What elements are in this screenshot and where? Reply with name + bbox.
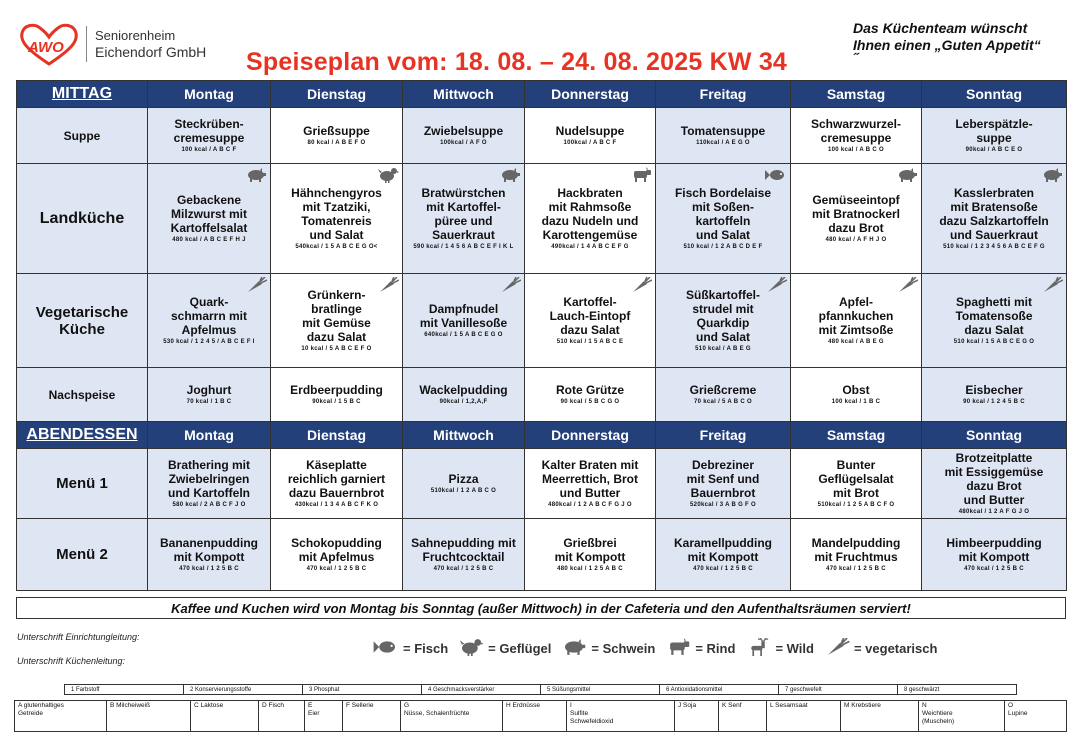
dish-cell (922, 274, 1067, 368)
day-header-donnerstag: Donnerstag (525, 81, 656, 108)
legend-item (824, 638, 937, 659)
additive-item: 5 Süßungsmittel (541, 685, 660, 694)
dish-info: 470 kcal / 1 2 5 B C (433, 566, 494, 572)
dish-info: 100 kcal / A B C O (828, 147, 884, 153)
dish-name: Bunter Geflügelsalat mit Brot (818, 458, 894, 500)
dish-info: 100kcal / A F O (440, 140, 487, 146)
legend-item (458, 638, 551, 659)
allergen-item: N Weichtiere (Muscheln) (919, 701, 1005, 731)
dish-cell (791, 274, 922, 368)
dish-cell (791, 519, 922, 591)
dish-cell (656, 108, 791, 164)
pig-icon (896, 167, 918, 183)
dish-cell (148, 274, 271, 368)
allergen-item: L Sesamsaat (767, 701, 841, 731)
allergen-item: F Sellerie (343, 701, 401, 731)
legend-label: = Rind (695, 641, 736, 656)
row-label: Suppe (17, 108, 148, 164)
header (0, 0, 1085, 80)
additive-item: 4 Geschmacksverstärker (422, 685, 541, 694)
dish-cell (525, 368, 656, 422)
dish-cell (656, 368, 791, 422)
chicken-icon (458, 638, 488, 659)
day-header-samstag: Samstag (791, 422, 922, 449)
dish-info: 510 kcal / 1 2 A B C D E F (683, 244, 763, 250)
dish-info: 540kcal / 1 5 A B C E G O< (295, 244, 378, 250)
allergen-item: C Laktose (191, 701, 259, 731)
dish-cell (525, 108, 656, 164)
dish-info: 590 kcal / 1 4 5 6 A B C E F I K L (413, 244, 514, 250)
dish-name: Leberspätzle- suppe (955, 117, 1033, 145)
legend-label: = Geflügel (488, 641, 552, 656)
dish-name: Pizza (448, 472, 479, 486)
additive-item: 1 Farbstoff (65, 685, 184, 694)
dish-name: Fisch Bordelaise mit Soßen- kartoffeln und Salat (674, 186, 772, 242)
abend-section-label: ABENDESSEN (17, 422, 148, 449)
allergen-item: I Sulfite Schwefeldioxid (567, 701, 675, 731)
day-header-sonntag: Sonntag (922, 81, 1067, 108)
dish-cell (271, 449, 403, 519)
dish-info: 480kcal / 1 2 A B C F G J O (548, 502, 632, 508)
dish-info: 510 kcal / 1 5 A B C E G O (953, 339, 1035, 345)
day-header-mittwoch: Mittwoch (403, 81, 525, 108)
dish-name: Bratwürstchen mit Kartoffel- püree und Sauerkraut (421, 186, 506, 242)
dish-name: Gemüseeintopf mit Bratnockerl dazu Brot (811, 193, 901, 235)
dish-cell (148, 519, 271, 591)
dish-name: Zwiebelsuppe (423, 124, 504, 138)
menu-row-nachspeise (17, 368, 1067, 422)
dish-cell (525, 274, 656, 368)
dish-cell (403, 108, 525, 164)
legend-label: = Fisch (403, 641, 449, 656)
cow-icon (665, 638, 695, 659)
dish-name: Grießcreme (689, 383, 757, 397)
dish-cell (148, 449, 271, 519)
dish-cell (148, 108, 271, 164)
dish-info: 430kcal / 1 3 4 A B C F K O (294, 502, 379, 508)
page-title: Speiseplan vom: 18. 08. – 24. 08. 2025 KW 34 (246, 48, 788, 76)
dish-info: 90kcal / 1 5 B C (312, 399, 361, 405)
logo-line2: Eichendorf GmbH (95, 44, 207, 60)
pig-icon (561, 638, 591, 659)
dish-info: 100 kcal / A B C F (181, 147, 237, 153)
cow-icon (630, 167, 652, 183)
dish-name: Karamellpudding mit Kompott (673, 536, 772, 564)
logo-brand: AWO (28, 39, 64, 56)
dish-info: 480 kcal / A B E G (828, 339, 884, 345)
carrot-icon (896, 277, 918, 293)
dish-cell (525, 164, 656, 274)
dish-info: 470 kcal / 1 2 5 B C (693, 566, 753, 572)
legend-item (745, 638, 814, 659)
dish-cell (791, 449, 922, 519)
dish-cell (525, 519, 656, 591)
day-header-montag: Montag (148, 422, 271, 449)
dish-name: Hähnchengyros mit Tzatziki, Tomatenreis und Salat (291, 186, 382, 242)
additive-item: 6 Antioxidationsmittel (660, 685, 779, 694)
dish-cell (922, 449, 1067, 519)
dish-name: Eisbecher (965, 383, 1023, 397)
dish-name: Spaghetti mit Tomatensoße dazu Salat (955, 295, 1033, 337)
legend-label: = vegetarisch (853, 641, 938, 656)
allergen-item: A glutenhaltiges Getreide (15, 701, 107, 731)
dish-name: Apfel- pfannkuchen mit Zimtsoße (818, 295, 894, 337)
dish-cell (271, 274, 403, 368)
coffee-notice: Kaffee und Kuchen wird von Montag bis Sonntag (außer Mittwoch) in der Cafeteria und den Aufenthaltsräumen serviert! (16, 597, 1066, 619)
dish-cell (656, 449, 791, 519)
carrot-icon (824, 638, 854, 659)
heart-logo-icon (18, 22, 80, 66)
dish-cell (656, 164, 791, 274)
dish-name: Brathering mit Zwiebelringen und Kartoffeln (167, 458, 250, 500)
dish-cell (403, 519, 525, 591)
dish-info: 580 kcal / 2 A B C F J O (172, 502, 246, 508)
dish-cell (271, 368, 403, 422)
allergen-item: O Lupine (1008, 702, 1028, 717)
additive-item: 2 Konservierungsstoffe (184, 685, 303, 694)
pig-icon (499, 167, 521, 183)
dish-info: 10 kcal / 5 A B C E F O (301, 346, 372, 352)
dish-info: 640kcal / 1 5 A B C E G O (424, 332, 503, 338)
day-header-dienstag: Dienstag (271, 422, 403, 449)
greeting-line2: Ihnen einen „Guten Appetit“ (853, 37, 1041, 53)
dish-cell (525, 449, 656, 519)
additive-item: 3 Phosphat (303, 685, 422, 694)
dish-name: Käseplatte reichlich garniert dazu Bauernbrot (287, 458, 386, 500)
abend-header-row (17, 422, 1067, 449)
dish-info: 510kcal / 1 2 A B C O (430, 488, 497, 494)
day-header-mittwoch: Mittwoch (403, 422, 525, 449)
logo-line1: Seniorenheim (95, 28, 176, 43)
dish-name: Debreziner mit Senf und Bauernbrot (686, 458, 760, 500)
dish-info: 530 kcal / 1 2 4 5 / A B C E F I (163, 339, 255, 345)
greeting (853, 20, 1041, 66)
allergen-item: D Fisch (259, 701, 305, 731)
dish-name: Mandelpudding mit Fruchtmus (811, 536, 901, 564)
dish-cell (403, 274, 525, 368)
dish-cell (403, 164, 525, 274)
dish-cell (148, 368, 271, 422)
carrot-icon (1041, 277, 1063, 293)
dish-info: 100 kcal / 1 B C (831, 399, 881, 405)
dish-name: Grießsuppe (303, 124, 370, 138)
additive-item: 8 geschwärzt (904, 687, 940, 693)
dish-name: Wackelpudding (419, 383, 508, 397)
dish-info: 510 kcal / A B E G (695, 346, 751, 352)
dish-cell (922, 108, 1067, 164)
dish-cell (791, 368, 922, 422)
dish-name: Obst (842, 383, 870, 397)
dish-info: 510 kcal / 1 2 3 4 5 6 A B C E F G (943, 244, 1045, 250)
greeting-line3: ˝ (853, 50, 858, 66)
dish-name: Nudelsuppe (555, 124, 625, 138)
allergen-item: J Soja (675, 701, 719, 731)
row-label: Menü 2 (17, 519, 148, 591)
dish-info: 480 kcal / A B C E F H J (172, 237, 246, 243)
dish-info: 480kcal / 1 2 A F G J O (958, 509, 1030, 515)
row-label: Nachspeise (17, 368, 148, 422)
dish-name: Süßkartoffel- strudel mit Quarkdip und Salat (685, 288, 760, 344)
dish-name: Schwarzwurzel- cremesuppe (810, 117, 902, 145)
dish-info: 80 kcal / A B E F O (307, 140, 366, 146)
carrot-icon (630, 277, 652, 293)
dish-cell (922, 164, 1067, 274)
day-header-donnerstag: Donnerstag (525, 422, 656, 449)
day-header-sonntag: Sonntag (922, 422, 1067, 449)
dish-cell (148, 164, 271, 274)
allergens-legend (14, 700, 1067, 732)
dish-name: Kasslerbraten mit Bratensoße dazu Salzkartoffeln und Sauerkraut (939, 186, 1049, 242)
dish-cell (922, 519, 1067, 591)
day-header-montag: Montag (148, 81, 271, 108)
day-header-dienstag: Dienstag (271, 81, 403, 108)
allergen-item: M Krebstiere (841, 701, 919, 731)
menu-row-landküche (17, 164, 1067, 274)
dish-name: Tomatensuppe (680, 124, 766, 138)
allergen-item: E Eier (305, 701, 343, 731)
legend-item (373, 638, 448, 659)
dish-info: 520kcal / 3 A B G F O (690, 502, 756, 508)
carrot-icon (377, 277, 399, 293)
deer-icon (745, 638, 775, 659)
dish-name: Joghurt (186, 383, 232, 397)
signature-kitchen-label: Unterschrift Küchenleitung: (17, 656, 126, 666)
dish-name: Rote Grütze (555, 383, 624, 397)
dish-name: Grießbrei mit Kompott (554, 536, 626, 564)
menu-row-vegetarische-küche (17, 274, 1067, 368)
dish-cell (271, 108, 403, 164)
menu-row-menü-1 (17, 449, 1067, 519)
dish-info: 90 kcal / 1 2 4 5 B C (963, 399, 1025, 405)
day-header-samstag: Samstag (791, 81, 922, 108)
dish-info: 480 kcal / A F H J O (825, 237, 887, 243)
dish-cell (791, 164, 922, 274)
dish-info: 110kcal / A E G O (696, 140, 750, 146)
dish-name: Gebackene Milzwurst mit Kartoffelsalat (170, 193, 248, 235)
dish-name: Steckrüben- cremesuppe (173, 117, 245, 145)
dish-info: 470 kcal / 1 2 5 B C (826, 566, 886, 572)
dish-info: 90kcal / 1,2,A,F (439, 399, 488, 405)
dish-cell (271, 164, 403, 274)
row-label: Vegetarische Küche (17, 274, 148, 368)
legend-item (561, 638, 655, 659)
allergen-item: K Senf (719, 701, 767, 731)
row-label: Landküche (17, 164, 148, 274)
dish-info: 90kcal / A B C E O (965, 147, 1023, 153)
dish-name: Kartoffel- Lauch-Eintopf dazu Salat (549, 295, 631, 337)
dish-info: 90 kcal / 5 B C G O (560, 399, 620, 405)
dish-cell (791, 108, 922, 164)
additives-legend (64, 684, 1017, 695)
dish-info: 470 kcal / 1 2 5 B C (179, 566, 239, 572)
row-label: Menü 1 (17, 449, 148, 519)
fish-icon (373, 638, 403, 659)
dish-cell (403, 449, 525, 519)
dish-info: 480 kcal / 1 2 5 A B C (557, 566, 623, 572)
carrot-icon (765, 277, 787, 293)
legend-label: = Schwein (591, 641, 656, 656)
chicken-icon (377, 167, 399, 183)
day-header-freitag: Freitag (656, 422, 791, 449)
logo-divider (86, 26, 87, 62)
logo-text (95, 28, 206, 60)
dish-cell (656, 519, 791, 591)
icon-legend (373, 638, 947, 659)
awo-logo (18, 22, 228, 66)
dish-name: Kalter Braten mit Meerrettich, Brot und Butter (541, 458, 639, 500)
menu-row-menü-2 (17, 519, 1067, 591)
additive-item: 7 geschwefelt (779, 685, 898, 694)
dish-info: 470 kcal / 1 2 5 B C (964, 566, 1024, 572)
dish-info: 70 kcal / 1 B C (186, 399, 232, 405)
dish-info: 100kcal / A B C F (563, 140, 617, 146)
carrot-icon (499, 277, 521, 293)
dish-name: Bananenpudding mit Kompott (160, 536, 258, 564)
pig-icon (1041, 167, 1063, 183)
dish-name: Himbeerpudding mit Kompott (946, 536, 1042, 564)
dish-cell (271, 519, 403, 591)
day-header-freitag: Freitag (656, 81, 791, 108)
dish-info: 470 kcal / 1 2 5 B C (306, 566, 367, 572)
dish-cell (922, 368, 1067, 422)
greeting-line1: Das Küchenteam wünscht (853, 20, 1028, 36)
menu-row-suppe (17, 108, 1067, 164)
dish-info: 510kcal / 1 2 5 A B C F O (817, 502, 895, 508)
allergen-item: G Nüsse, Schalenfrüchte (401, 701, 503, 731)
pig-icon (245, 167, 267, 183)
mittag-header-row (17, 81, 1067, 108)
legend-label: = Wild (775, 641, 814, 656)
dish-name: Sahnepudding mit Fruchtcocktail (411, 536, 516, 564)
allergen-item: B Milcheiweiß (107, 701, 191, 731)
mittag-section-label: MITTAG (17, 81, 148, 108)
dish-cell (403, 368, 525, 422)
legend-item (665, 638, 735, 659)
dish-name: Brotzeitplatte mit Essiggemüse dazu Brot und Butter (944, 451, 1044, 507)
dish-name: Dampfnudel mit Vanillesoße (419, 302, 508, 330)
dish-name: Quark- schmarrn mit Apfelmus (170, 295, 248, 337)
dish-name: Schokopudding mit Apfelmus (291, 536, 382, 564)
dish-cell (656, 274, 791, 368)
dish-name: Grünkern- bratlinge mit Gemüse dazu Salat (302, 288, 371, 344)
carrot-icon (245, 277, 267, 293)
dish-info: 510 kcal / 1 5 A B C E (556, 339, 624, 345)
allergen-item: H Erdnüsse (503, 701, 567, 731)
dish-name: Erdbeerpudding (290, 383, 383, 397)
dish-info: 70 kcal / 5 A B C O (694, 399, 752, 405)
fish-icon (765, 167, 787, 183)
signature-facility-label: Unterschrift Einrichtungleitung: (17, 632, 140, 642)
menu-table (16, 80, 1067, 591)
dish-name: Hackbraten mit Rahmsoße dazu Nudeln und Karottengemüse (541, 186, 639, 242)
dish-info: 490kcal / 1 4 A B C E F G (551, 244, 629, 250)
